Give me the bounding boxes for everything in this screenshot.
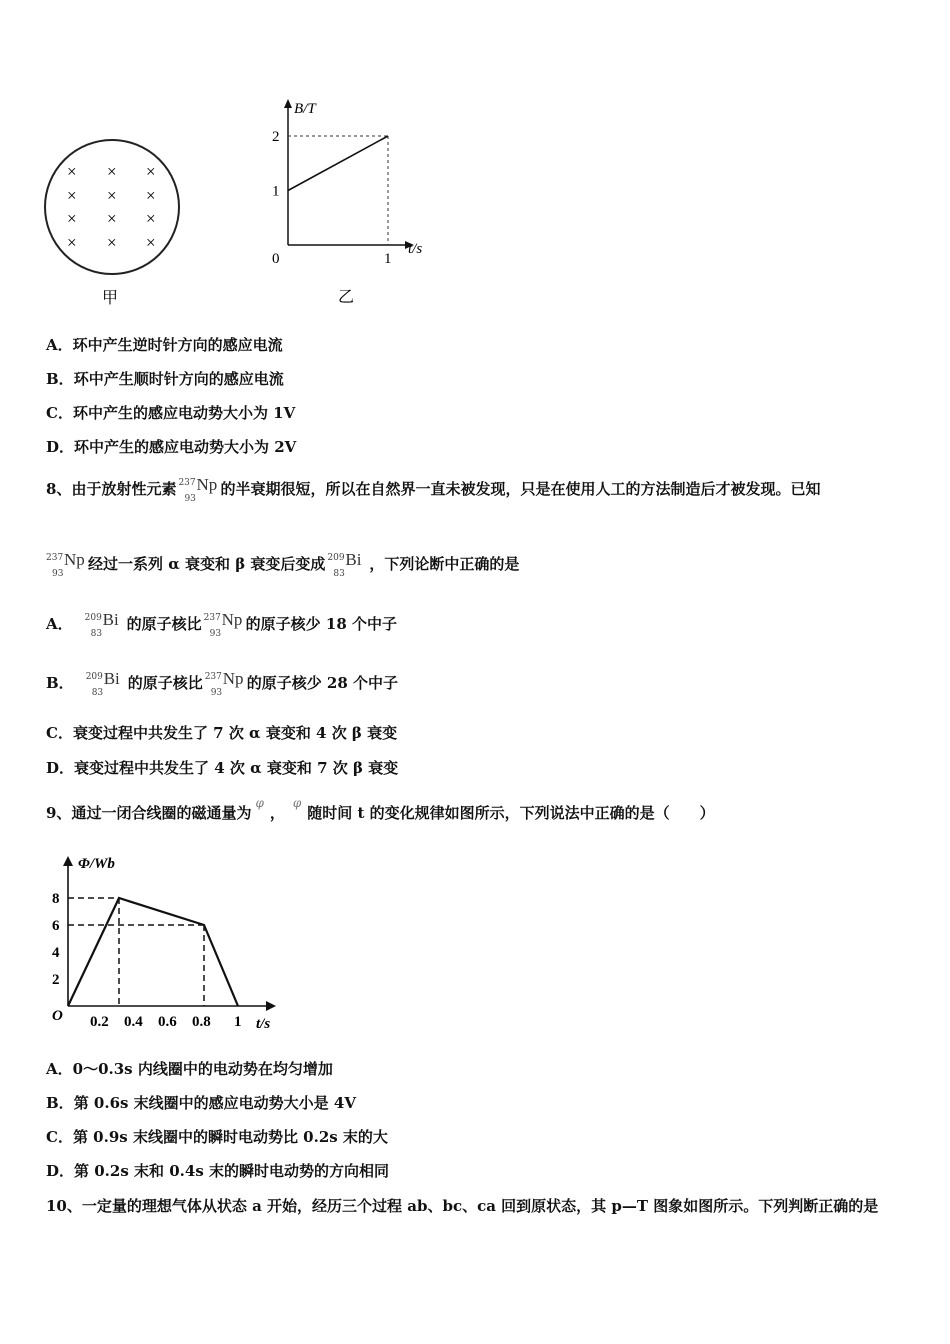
y-tick-label: 4	[52, 945, 60, 961]
q9-stem	[46, 796, 715, 823]
graph-marks	[52, 891, 242, 1030]
field-crosses	[67, 162, 156, 252]
cross-mark: ×	[107, 209, 117, 228]
cross-mark: ×	[107, 162, 117, 181]
x-tick-label: 1	[384, 251, 392, 267]
option-text: 0～0.3s 内线圈中的电动势在均匀增加	[72, 1060, 333, 1078]
option-letter: C．	[46, 1128, 73, 1146]
question-number: 8、	[46, 480, 72, 498]
nuclide-np: 237 93 Np	[178, 475, 218, 504]
y-axis-arrow	[63, 856, 73, 866]
option-letter: C．	[46, 724, 73, 742]
option-letter: D．	[46, 1162, 75, 1180]
cross-mark: ×	[107, 186, 117, 205]
q9-option-d[interactable]	[46, 1161, 389, 1181]
q8-stem-line2	[46, 548, 519, 582]
x-axis-label: t/s	[256, 1016, 271, 1032]
option-text: 衰变过程中共发生了 7 次 α 衰变和 4 次 β 衰变	[72, 724, 398, 742]
question-number: 9、	[46, 804, 72, 822]
y-tick-label: 1	[272, 183, 280, 200]
figure-jia-label: 甲	[102, 290, 119, 307]
option-text: 环中产生逆时针方向的感应电流	[72, 336, 283, 354]
q8-text-part1: 由于放射性元素	[71, 480, 177, 498]
option-letter: B．	[46, 1094, 74, 1112]
option-letter: B．	[46, 370, 74, 388]
x-tick-label: 0.8	[192, 1014, 211, 1030]
origin-label: 0	[272, 251, 280, 267]
option-text: 第 0.9s 末线圈中的瞬时电动势比 0.2s 末的大	[72, 1128, 388, 1146]
cross-mark: ×	[146, 162, 156, 181]
option-text: 环中产生的感应电动势大小为 1V	[72, 404, 296, 422]
nuclide-np: 237 93 Np	[46, 550, 85, 579]
option-letter: B．	[46, 674, 74, 692]
option-letter: A．	[46, 615, 73, 633]
x-axis-arrow	[266, 1001, 276, 1011]
x-tick-label: 0.2	[90, 1014, 109, 1030]
option-letter: D．	[46, 759, 75, 777]
figure-phi-t-graph	[40, 848, 300, 1038]
option-text: 第 0.2s 末和 0.4s 末的瞬时电动势的方向相同	[74, 1162, 389, 1180]
cross-mark: ×	[107, 233, 117, 252]
q8-option-a[interactable]	[46, 608, 397, 642]
q8-option-d[interactable]	[46, 758, 398, 778]
x-tick-label: 1	[234, 1014, 242, 1030]
q9-text-part1: 通过一闭合线圈的磁通量为	[71, 804, 252, 822]
option-text: 衰变过程中共发生了 4 次 α 衰变和 7 次 β 衰变	[74, 759, 399, 777]
option-text: 的原子核比	[126, 615, 202, 633]
phi-symbol: φ	[255, 796, 264, 810]
q7-option-c[interactable]	[46, 403, 295, 423]
nuclide-bi: 209 83 Bi	[85, 669, 120, 698]
graph-marks	[272, 129, 392, 267]
option-text: 环中产生顺时针方向的感应电流	[73, 370, 284, 388]
phi-symbol: φ	[292, 796, 302, 810]
q9-text-part2: ，	[269, 804, 285, 822]
origin-label: O	[52, 1008, 63, 1024]
q7-option-a[interactable]	[46, 335, 283, 355]
y-axis-label: B/T	[294, 101, 316, 117]
option-text: 的原子核少 18 个中子	[245, 615, 397, 633]
y-axis-arrow	[284, 99, 292, 108]
q8-text-part4: ，下列论断中正确的是	[369, 555, 520, 573]
q8-text-part2: 的半衰期很短，所以在自然界一直未被发现，只是在使用人工的方法制造后才被发现。已知	[220, 480, 821, 498]
cross-mark: ×	[67, 186, 77, 205]
nuclide-np: 237 93 Np	[203, 610, 243, 639]
q9-option-b[interactable]	[46, 1093, 356, 1113]
option-letter: A．	[46, 1060, 73, 1078]
x-tick-label: 0.6	[158, 1014, 177, 1030]
q9-option-c[interactable]	[46, 1127, 388, 1147]
q7-option-d[interactable]	[46, 437, 296, 457]
y-tick-label: 2	[52, 972, 60, 988]
y-tick-label: 6	[52, 918, 60, 934]
y-tick-label: 8	[52, 891, 60, 907]
nuclide-bi: 209 83 Bi	[327, 550, 362, 579]
data-line	[68, 898, 238, 1006]
cross-mark: ×	[146, 209, 156, 228]
question-number: 10、	[46, 1197, 82, 1215]
data-line	[288, 136, 388, 191]
figure-jia	[40, 135, 190, 310]
q8-option-b[interactable]	[46, 667, 398, 701]
x-axis-label: t/s	[408, 241, 423, 257]
q8-stem-line1	[46, 473, 820, 507]
q8-option-c[interactable]	[46, 723, 397, 743]
nuclide-np: 237 93 Np	[204, 669, 244, 698]
figure-yi-label: 乙	[338, 289, 355, 306]
cross-mark: ×	[146, 233, 156, 252]
option-text: 第 0.6s 末线圈中的感应电动势大小是 4V	[73, 1094, 356, 1112]
option-text: 环中产生的感应电动势大小为 2V	[74, 438, 297, 456]
option-letter: A．	[46, 336, 73, 354]
q10-stem	[46, 1196, 878, 1216]
cross-mark: ×	[67, 162, 77, 181]
nuclide-bi: 209 83 Bi	[84, 610, 119, 639]
option-text: 的原子核比	[127, 674, 203, 692]
magnetic-field-ring	[45, 140, 179, 274]
option-text: 的原子核少 28 个中子	[246, 674, 399, 692]
q9-option-a[interactable]	[46, 1059, 333, 1079]
q9-text-part3: 随时间 t 的变化规律如图所示，下列说法中正确的是（ ）	[307, 804, 715, 822]
option-letter: D．	[46, 438, 75, 456]
cross-mark: ×	[67, 233, 77, 252]
x-tick-label: 0.4	[124, 1014, 143, 1030]
cross-mark: ×	[146, 186, 156, 205]
cross-mark: ×	[67, 209, 77, 228]
option-letter: C．	[46, 404, 73, 422]
figure-yi-b-t-graph	[260, 95, 440, 310]
q7-option-b[interactable]	[46, 369, 284, 389]
y-tick-label: 2	[272, 129, 280, 145]
q10-text: 一定量的理想气体从状态 a 开始，经历三个过程 ab、bc、ca 回到原状态，其 p—T 图象如图所示。下列判断正确的是	[81, 1197, 879, 1215]
y-axis-label: Φ/Wb	[78, 856, 115, 872]
q8-text-part3: 经过一系列 α 衰变和 β 衰变后变成	[88, 555, 326, 573]
